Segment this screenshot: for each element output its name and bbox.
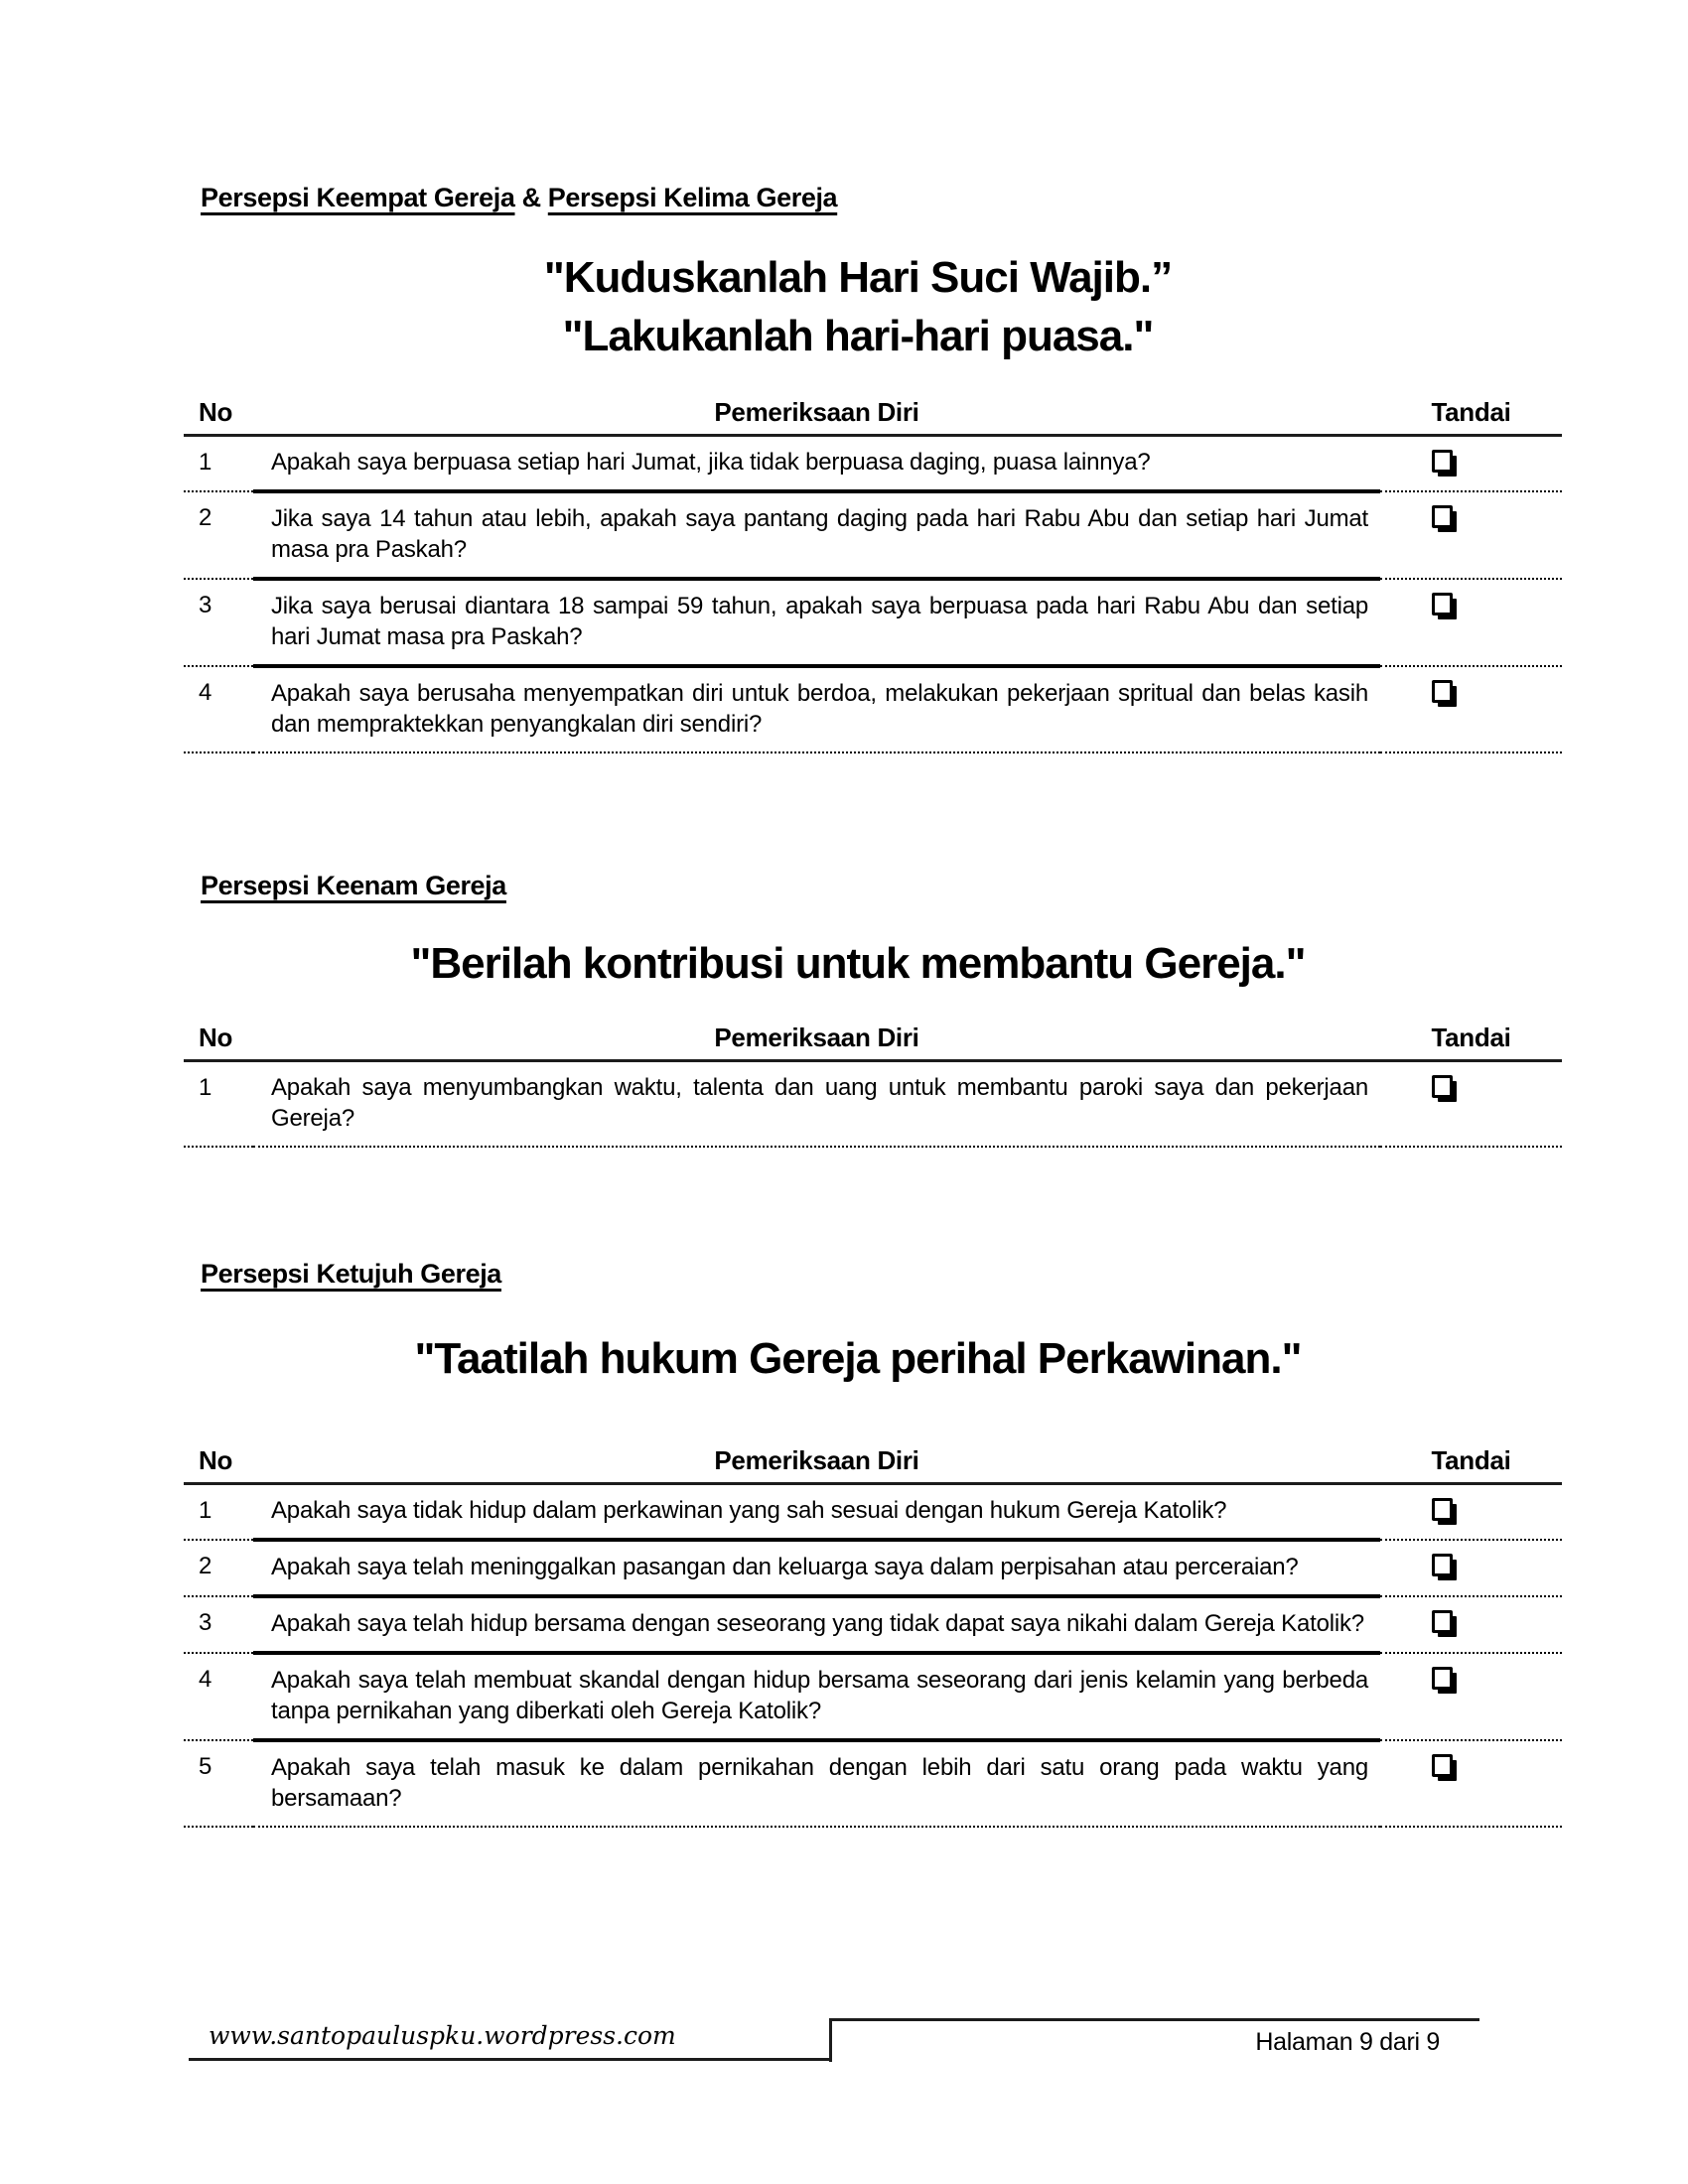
precept-title xyxy=(154,1329,1562,1388)
table-row xyxy=(184,1653,1562,1740)
checkbox-icon[interactable] xyxy=(1432,1754,1453,1777)
question-text: Apakah saya telah masuk ke dalam pernikahan dengan lebih dari satu orang pada waktu yang bersamaan? xyxy=(253,1740,1380,1827)
row-number: 2 xyxy=(184,491,253,579)
section-heading xyxy=(201,182,1562,213)
question-text: Apakah saya berusaha menyempatkan diri untuk berdoa, melakukan pekerjaan spritual dan belas kasih dan mempraktekkan penyangkalan diri sendiri? xyxy=(253,666,1380,752)
precept-title-line: "Berilah kontribusi untuk membantu Gereja." xyxy=(410,939,1306,988)
table-row xyxy=(184,436,1562,492)
mark-cell xyxy=(1380,1596,1562,1653)
row-number: 5 xyxy=(184,1740,253,1827)
precept-title-line: "Kuduskanlah Hari Suci Wajib.” xyxy=(543,253,1173,302)
question-text: Apakah saya tidak hidup dalam perkawinan yang sah sesuai dengan hukum Gereja Katolik? xyxy=(253,1484,1380,1541)
row-number: 4 xyxy=(184,1653,253,1740)
precept-title xyxy=(154,248,1562,365)
table-row xyxy=(184,579,1562,666)
section-sixth-precept xyxy=(184,870,1562,1148)
row-number: 2 xyxy=(184,1540,253,1596)
checkbox-icon[interactable] xyxy=(1432,1075,1453,1098)
col-header-no: No xyxy=(184,1023,253,1061)
footer-page-number: Halaman 9 dari 9 xyxy=(1255,2028,1440,2056)
row-number: 1 xyxy=(184,1484,253,1541)
section-heading xyxy=(201,870,1562,901)
precept-title-line: "Taatilah hukum Gereja perihal Perkawinan." xyxy=(414,1334,1302,1383)
mark-cell xyxy=(1380,579,1562,666)
col-header-mark: Tandai xyxy=(1380,397,1562,436)
col-header-question: Pemeriksaan Diri xyxy=(253,397,1380,436)
row-number: 3 xyxy=(184,579,253,666)
heading-underlined-part: Persepsi Keempat Gereja xyxy=(201,183,515,212)
col-header-mark: Tandai xyxy=(1380,1023,1562,1061)
section-heading xyxy=(201,1258,1562,1290)
heading-separator: & xyxy=(514,183,548,212)
question-text: Apakah saya berpuasa setiap hari Jumat, jika tidak berpuasa daging, puasa lainnya? xyxy=(253,436,1380,492)
section-fourth-fifth-precept xyxy=(184,182,1562,753)
col-header-question: Pemeriksaan Diri xyxy=(253,1445,1380,1484)
mark-cell xyxy=(1380,1740,1562,1827)
table-row xyxy=(184,1540,1562,1596)
table-row xyxy=(184,491,1562,579)
table-row xyxy=(184,1740,1562,1827)
checkbox-icon[interactable] xyxy=(1432,680,1453,703)
examination-table xyxy=(184,397,1562,753)
table-header-row xyxy=(184,1445,1562,1484)
table-row xyxy=(184,1061,1562,1148)
checkbox-icon[interactable] xyxy=(1432,1667,1453,1690)
table-row xyxy=(184,1484,1562,1541)
heading-underlined-part: Persepsi Kelima Gereja xyxy=(547,183,838,212)
mark-cell xyxy=(1380,1484,1562,1541)
table-row xyxy=(184,1596,1562,1653)
heading-underlined-part: Persepsi Keenam Gereja xyxy=(201,871,506,900)
question-text: Jika saya 14 tahun atau lebih, apakah saya pantang daging pada hari Rabu Abu dan setiap hari Jumat masa pra Paskah? xyxy=(253,491,1380,579)
checkbox-icon[interactable] xyxy=(1432,593,1453,615)
table-header-row xyxy=(184,1023,1562,1061)
mark-cell xyxy=(1380,1061,1562,1148)
question-text: Jika saya berusai diantara 18 sampai 59 tahun, apakah saya berpuasa pada hari Rabu Abu dan setiap hari Jumat masa pra Paskah? xyxy=(253,579,1380,666)
question-text: Apakah saya telah hidup bersama dengan seseorang yang tidak dapat saya nikahi dalam Gereja Katolik? xyxy=(253,1596,1380,1653)
footer-website: www.santopauluspku.wordpress.com xyxy=(209,2021,676,2050)
footer-page-box xyxy=(829,2018,1479,2062)
examination-table xyxy=(184,1445,1562,1828)
table-row xyxy=(184,666,1562,752)
checkbox-icon[interactable] xyxy=(1432,1554,1453,1576)
row-number: 3 xyxy=(184,1596,253,1653)
section-seventh-precept xyxy=(184,1258,1562,1828)
precept-title xyxy=(154,934,1562,993)
page-content xyxy=(184,182,1562,1828)
examination-table xyxy=(184,1023,1562,1148)
footer-website-area xyxy=(189,2021,829,2061)
checkbox-icon[interactable] xyxy=(1432,450,1453,473)
col-header-no: No xyxy=(184,397,253,436)
mark-cell xyxy=(1380,491,1562,579)
table-header-row xyxy=(184,397,1562,436)
heading-underlined-part: Persepsi Ketujuh Gereja xyxy=(201,1259,501,1289)
checkbox-icon[interactable] xyxy=(1432,1498,1453,1521)
checkbox-icon[interactable] xyxy=(1432,505,1453,528)
mark-cell xyxy=(1380,436,1562,492)
col-header-question: Pemeriksaan Diri xyxy=(253,1023,1380,1061)
question-text: Apakah saya menyumbangkan waktu, talenta dan uang untuk membantu paroki saya dan pekerjaan Gereja? xyxy=(253,1061,1380,1148)
col-header-no: No xyxy=(184,1445,253,1484)
row-number: 1 xyxy=(184,1061,253,1148)
col-header-mark: Tandai xyxy=(1380,1445,1562,1484)
mark-cell xyxy=(1380,666,1562,752)
precept-title-line: "Lakukanlah hari-hari puasa." xyxy=(562,312,1154,360)
question-text: Apakah saya telah meninggalkan pasangan dan keluarga saya dalam perpisahan atau perceraian? xyxy=(253,1540,1380,1596)
checkbox-icon[interactable] xyxy=(1432,1610,1453,1633)
mark-cell xyxy=(1380,1653,1562,1740)
question-text: Apakah saya telah membuat skandal dengan hidup bersama seseorang dari jenis kelamin yang berbeda tanpa pernikahan yang diberkati oleh Gereja Katolik? xyxy=(253,1653,1380,1740)
mark-cell xyxy=(1380,1540,1562,1596)
row-number: 1 xyxy=(184,436,253,492)
row-number: 4 xyxy=(184,666,253,752)
